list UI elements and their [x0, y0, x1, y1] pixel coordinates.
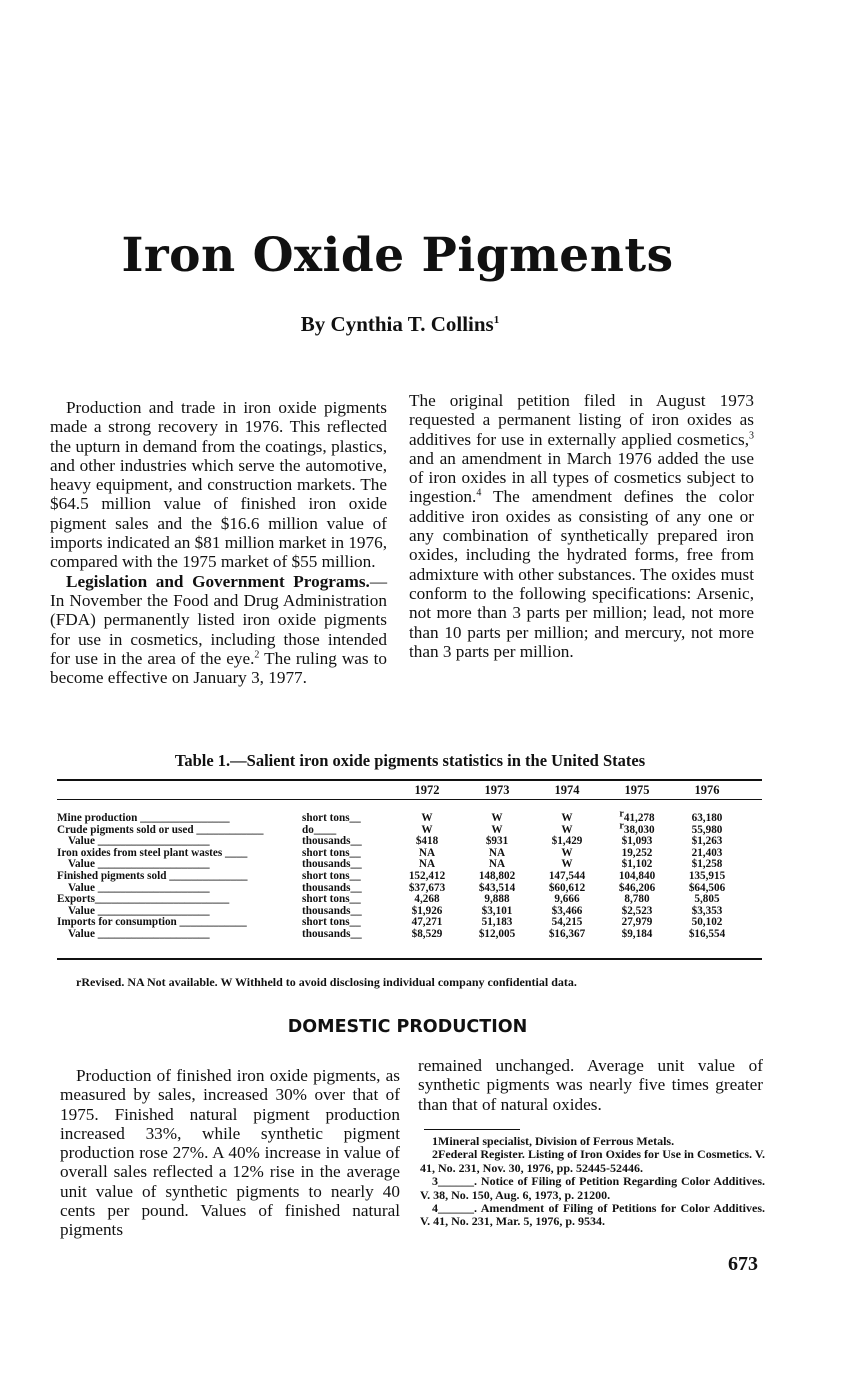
table-cell: $3,101	[481, 904, 513, 917]
table-title: Table 1.—Salient iron oxide pigments statistics in the United States	[174, 751, 646, 770]
table-cell: 104,840	[618, 869, 656, 882]
table-cell: 54,215	[551, 916, 583, 929]
table-cell: 8,780	[624, 893, 650, 906]
footnote: 1Mineral specialist, Division of Ferrous Metals.	[432, 1134, 675, 1148]
row-unit: thousands__	[302, 905, 362, 917]
legislation-text-d: The amendment defines the color additive iron oxides as consisting of any one or any combination of synthetically prepared iron oxides, including the hydrated forms, free from admixture with other substances. The oxides must conform to the following specifications: Arsenic, not more than 3 parts per million; lead, not more than 10 parts per million; and mercury, not more than 3 parts per million.	[409, 487, 754, 661]
table-cell: W	[491, 823, 503, 836]
table-cell: 47,271	[411, 916, 443, 929]
row-label: Value ____________________	[57, 882, 213, 894]
year-header: 1975	[624, 782, 650, 797]
table-cell: 51,183	[481, 916, 513, 929]
row-unit: thousands__	[302, 882, 362, 894]
page-title: Iron Oxide Pigments	[121, 228, 674, 283]
table-cell: $16,367	[548, 927, 586, 940]
year-header: 1976	[694, 782, 720, 797]
table-body	[57, 808, 762, 941]
row-label: Value ____________________	[57, 905, 213, 917]
footnote-ref-2: 2	[254, 649, 260, 661]
table-cell: 27,979	[621, 916, 653, 929]
table-row	[57, 836, 762, 848]
table-cell: $46,206	[618, 881, 656, 894]
row-unit: do____	[302, 824, 337, 836]
footnote: 2Federal Register. Listing of Iron Oxides for Use in Cosmetics. V. 41, No. 231, Nov. 30, 1976, pp. 52445-52446.	[420, 1147, 765, 1175]
footnote-rule	[424, 1129, 520, 1130]
row-label: Iron oxides from steel plant wastes ____	[57, 847, 251, 859]
legislation-text-b-end: The original petition filed in August 1973 requested a permanent listing of iron oxides as additives for use in externally applied cosmetics,	[409, 391, 754, 449]
table-cell: 148,802	[478, 869, 516, 882]
table-cell: NA	[418, 858, 436, 871]
production-paragraph-continued: remained unchanged. Average unit value of synthetic pigments was nearly five times greater than that of natural oxides.	[418, 1056, 763, 1114]
intro-paragraph: Production and trade in iron oxide pigments made a strong recovery in 1976. This reflected the upturn in demand from the coatings, plastics, and other industries which serve the automotive, heavy equipment, and construction markets. The $64.5 million value of finished iron oxide pigment sales and the $16.6 million value of imports indicated an $81 million market in 1976, compared with the 1975 market of $55 million.	[50, 398, 388, 572]
table-cell: 50,102	[691, 916, 723, 929]
intro-column-right	[409, 391, 754, 661]
table-cell: $3,353	[691, 904, 723, 917]
table-cell: $^r$41,278	[619, 808, 655, 824]
table-cell: 4,268	[414, 893, 440, 906]
table-cell: 152,412	[408, 869, 446, 882]
row-unit: short tons__	[302, 813, 361, 824]
table-cell: $16,554	[688, 927, 726, 940]
table-cell: W	[421, 823, 433, 836]
table-cell: $43,514	[478, 881, 516, 894]
row-label: Value ____________________	[57, 859, 213, 871]
row-unit: thousands__	[302, 836, 362, 848]
table-cell: $12,005	[478, 927, 516, 940]
table-cell: W	[561, 846, 573, 859]
intro-column-left	[50, 398, 387, 687]
table-cell: $1,102	[621, 858, 653, 871]
table-bottom-rule	[57, 958, 762, 960]
production-column-left	[60, 1066, 400, 1240]
table-cell: 63,180	[691, 812, 723, 824]
legislation-heading: Legislation and Government Programs.	[66, 571, 370, 591]
year-header: 1973	[484, 782, 510, 797]
year-header: 1974	[554, 782, 580, 797]
row-label: Mine production ________________	[57, 813, 233, 824]
table-cell: $60,612	[548, 881, 586, 894]
table-cell: 135,915	[688, 869, 726, 882]
author-name: By Cynthia T. Collins	[300, 312, 494, 336]
row-label: Imports for consumption ____________	[57, 917, 250, 929]
footnote-ref-4: 4	[476, 487, 482, 499]
table-cell: 19,252	[621, 846, 653, 859]
table-cell: $418	[415, 835, 439, 848]
table-cell: W	[561, 858, 573, 871]
page-number: 673	[728, 1253, 758, 1275]
footnote: 3______. Notice of Filing of Petition Regarding Color Additives. V. 38, No. 150, Aug. 6, 1973, p. 21200.	[420, 1174, 765, 1202]
table-cell: $931	[485, 835, 509, 848]
footnote-ref-3: 3	[749, 429, 754, 441]
table-cell: $^r$38,030	[619, 819, 655, 836]
table-cell: $37,673	[408, 881, 446, 894]
table-cell: 9,888	[484, 893, 510, 906]
table-row	[57, 906, 762, 918]
table-cell: 9,666	[554, 893, 580, 906]
statistics-table	[57, 781, 762, 941]
production-paragraph: Production of finished iron oxide pigments, as measured by sales, increased 30% over that of 1975. Finished natural pigment production increased 33%, while synthetic pigment production rose 27%. A 40% increase in value of overall sales reflected a 12% rise in the average unit value of synthetic pigments to nearly 40 cents per pound. Values of finished natural pigments	[60, 1066, 400, 1240]
footnotes	[420, 1135, 765, 1229]
production-column-right	[418, 1056, 763, 1114]
row-unit: thousands__	[302, 859, 362, 871]
table-cell: NA	[488, 846, 506, 859]
table-cell: $3,466	[551, 904, 583, 917]
table-row	[57, 917, 762, 929]
table-row	[57, 808, 762, 825]
table-cell: W	[561, 823, 573, 836]
table-row	[57, 819, 762, 837]
table-cell: $1,258	[691, 858, 723, 871]
table-cell: 5,805	[694, 893, 720, 906]
table-cell: W	[561, 812, 573, 824]
table-header-row	[57, 781, 762, 799]
table-cell: 55,980	[691, 823, 723, 836]
table-cell: $1,093	[621, 835, 653, 848]
table-row	[57, 929, 762, 941]
row-label: Value ____________________	[57, 928, 213, 940]
byline-footnote-ref: 1	[493, 314, 500, 326]
table-cell: $1,429	[551, 835, 583, 848]
legislation-text-c: and an amendment in March 1976 added the use of iron oxides in all types of cosmetics subject to ingestion.	[409, 448, 754, 507]
row-label: Value ____________________	[57, 836, 213, 848]
byline	[0, 312, 800, 337]
row-label: Crude pigments sold or used ____________	[57, 824, 267, 836]
table-cell: NA	[488, 858, 506, 871]
legislation-text-b-start: The ruling was to become effective on January 3, 1977.	[50, 648, 387, 688]
table-cell: $1,926	[411, 904, 443, 917]
legislation-paragraph-start	[50, 572, 387, 688]
row-unit: short tons__	[302, 917, 361, 929]
table-cell: 21,403	[691, 846, 723, 859]
row-unit: thousands__	[302, 928, 362, 940]
legislation-paragraph-continued	[409, 391, 754, 661]
row-unit: short tons__	[302, 870, 361, 882]
revised-marker: r	[619, 819, 624, 831]
table-row	[57, 894, 762, 906]
row-label: Exports________________________	[57, 894, 232, 906]
table-cell: NA	[418, 846, 436, 859]
revised-marker: r	[619, 808, 624, 820]
year-header: 1972	[414, 782, 440, 797]
table-row	[57, 883, 762, 895]
table-row	[57, 848, 762, 860]
row-unit: short tons__	[302, 847, 361, 859]
table-note: rRevised. NA Not available. W Withheld to avoid disclosing individual company confidential data.	[76, 975, 577, 989]
table-row	[57, 871, 762, 883]
table-cell: $64,506	[688, 881, 726, 894]
table-cell: $2,523	[621, 904, 653, 917]
legislation-text-a: —In November the Food and Drug Administration (FDA) permanently listed iron oxide pigments for use in cosmetics, including those intended for use in the area of the eye.	[50, 571, 387, 668]
row-label: Finished pigments sold ______________	[57, 870, 251, 882]
table-cell: W	[491, 812, 503, 824]
section-heading: DOMESTIC PRODUCTION	[287, 1017, 528, 1037]
table-cell: W	[421, 812, 433, 824]
table-cell: 147,544	[548, 869, 586, 882]
table-cell: $8,529	[411, 927, 443, 940]
table-cell: $1,263	[691, 835, 723, 848]
footnote: 4______. Amendment of Filing of Petitions for Color Additives. V. 41, No. 231, Mar. 5, 1976, p. 9534.	[420, 1201, 765, 1229]
table-cell: $9,184	[621, 927, 653, 940]
row-unit: short tons__	[302, 894, 361, 906]
